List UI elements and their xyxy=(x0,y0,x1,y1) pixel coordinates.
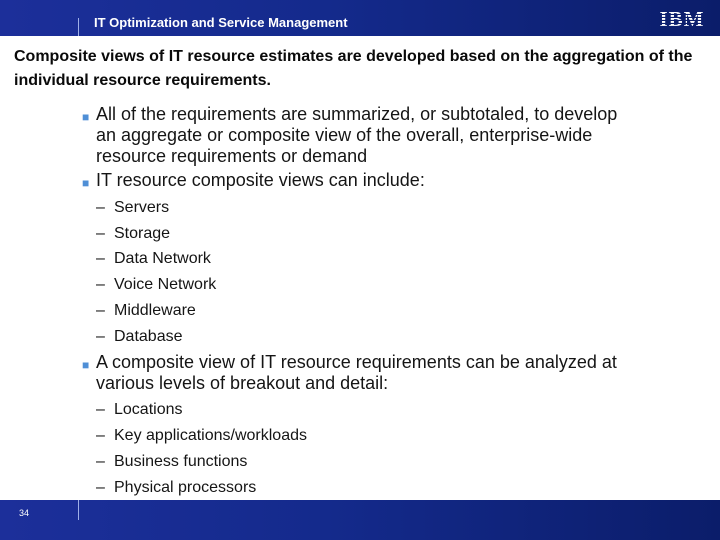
header-title: IT Optimization and Service Management xyxy=(94,15,348,30)
square-bullet-icon: ■ xyxy=(82,176,90,190)
ibm-logo-text: IBM xyxy=(659,7,705,30)
dash-marker: – xyxy=(96,276,105,293)
sub-item-text: Data Network xyxy=(114,250,211,267)
sub-item-text: Database xyxy=(114,328,183,345)
sub-item-text: Physical processors xyxy=(114,479,257,496)
bullet-item xyxy=(82,170,636,191)
bullet-text: IT resource composite views can include: xyxy=(96,170,425,190)
sub-item-text: Locations xyxy=(114,401,183,418)
sub-item xyxy=(96,478,257,498)
square-bullet-icon: ■ xyxy=(82,358,90,372)
dash-marker: – xyxy=(96,199,105,216)
dash-marker: – xyxy=(96,302,105,319)
bullet-text: A composite view of IT resource requirements can be analyzed at various levels of breakout and detail: xyxy=(96,352,617,393)
sub-item xyxy=(96,198,170,218)
sub-item xyxy=(96,426,307,446)
dash-marker: – xyxy=(96,479,105,496)
dash-marker: – xyxy=(96,328,105,345)
sub-item-text: Key applications/workloads xyxy=(114,427,307,444)
dash-marker: – xyxy=(96,250,105,267)
bullet-item xyxy=(82,104,636,167)
dash-marker: – xyxy=(96,427,105,444)
dash-marker: – xyxy=(96,401,105,418)
sub-item-text: Storage xyxy=(114,225,171,242)
sub-item-text: Servers xyxy=(114,199,170,216)
sub-item xyxy=(96,249,211,269)
slide-title: Composite views of IT resource estimates are developed based on the aggregation of the individual resource requirements. xyxy=(14,48,693,89)
sub-item xyxy=(96,327,183,347)
sub-item-text: Middleware xyxy=(114,302,196,319)
footer-divider xyxy=(78,500,79,520)
sub-item xyxy=(96,224,171,244)
sub-item-text: Business functions xyxy=(114,453,248,470)
page-number: 34 xyxy=(19,508,30,518)
dash-marker: – xyxy=(96,225,105,242)
bullet-item xyxy=(82,352,636,394)
sub-item-text: Voice Network xyxy=(114,276,217,293)
square-bullet-icon: ■ xyxy=(82,110,90,124)
bullet-text: All of the requirements are summarized, or subtotaled, to develop an aggregate or composite view of the overall, enterprise-wide resource requirements or demand xyxy=(96,104,618,166)
sub-item xyxy=(96,400,183,420)
dash-marker: – xyxy=(96,453,105,470)
footer-bar xyxy=(0,500,720,540)
sub-item xyxy=(96,452,248,472)
sub-item xyxy=(96,301,196,321)
sub-item xyxy=(96,275,217,295)
